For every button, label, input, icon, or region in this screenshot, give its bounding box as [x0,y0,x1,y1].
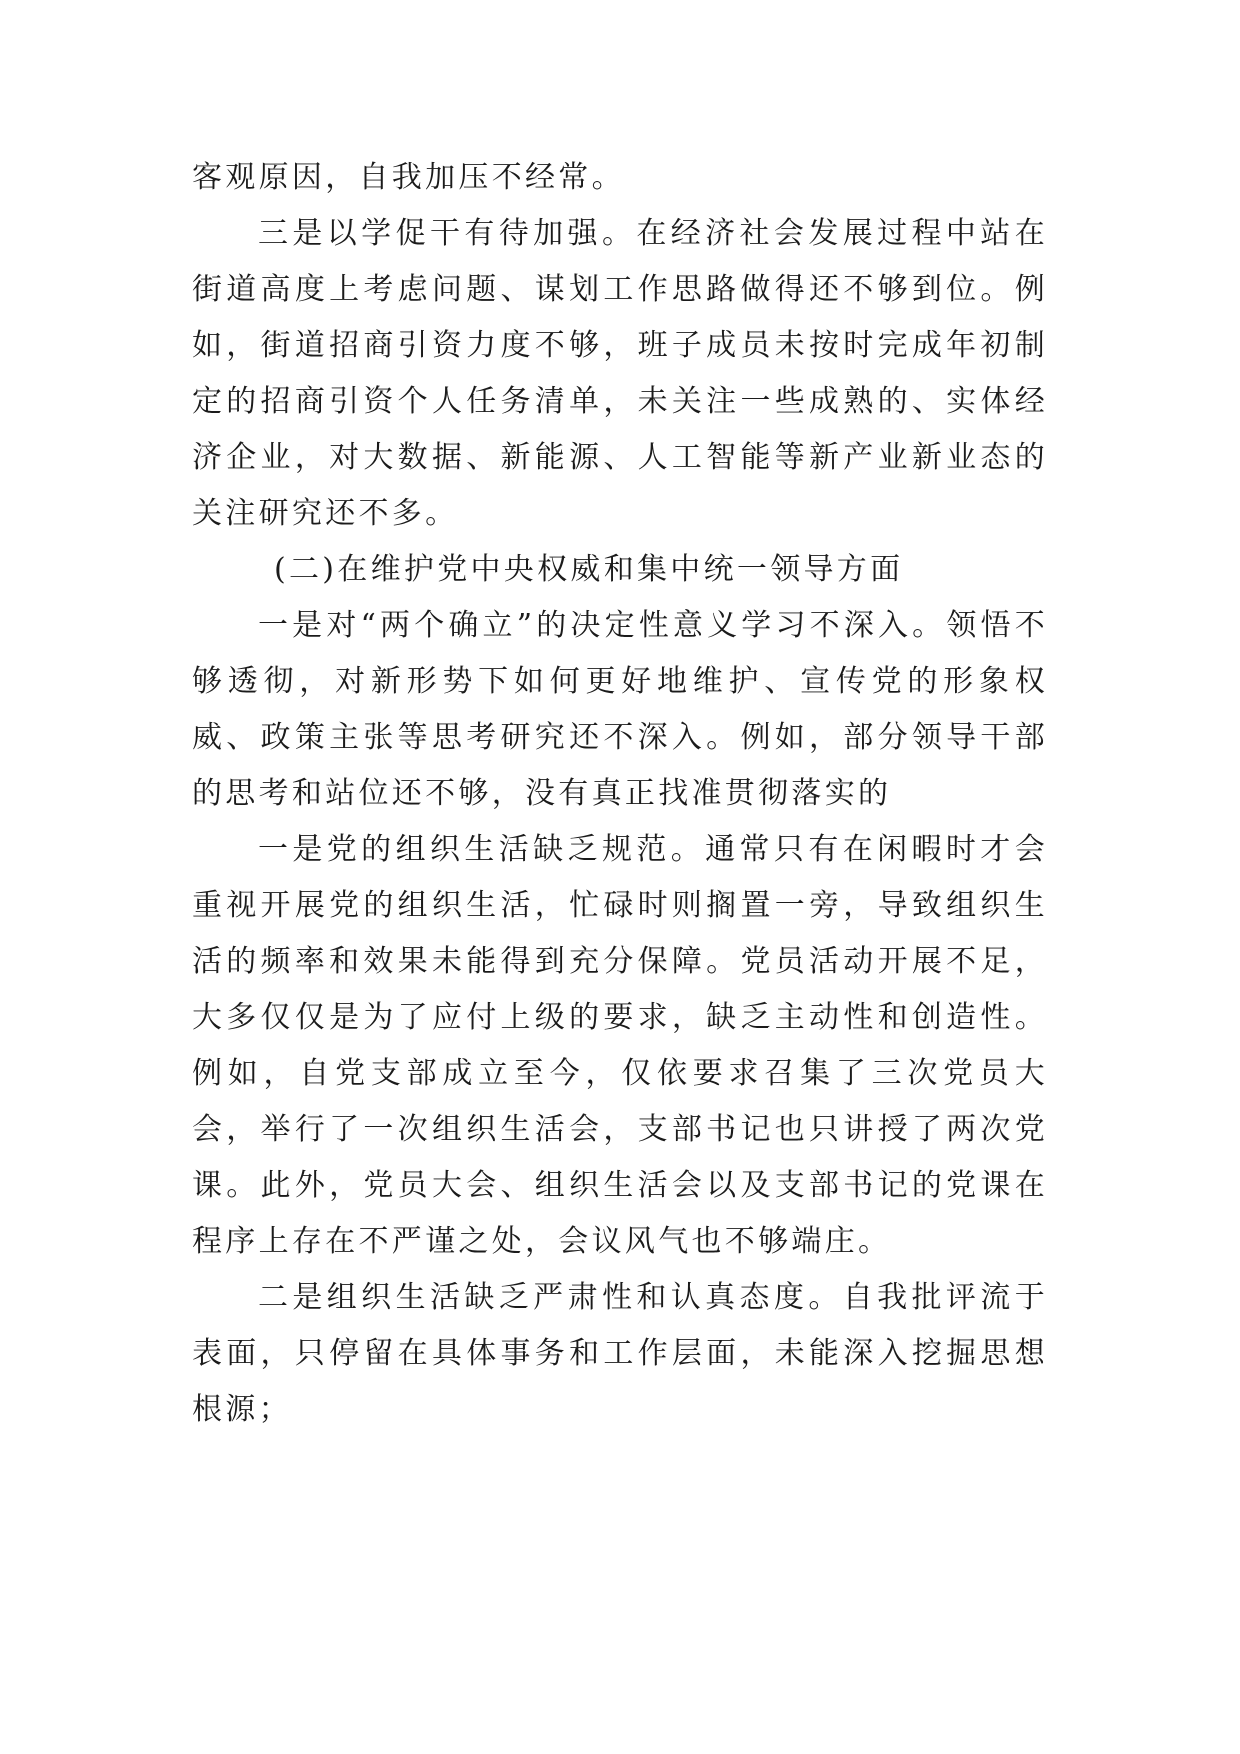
paragraph-seriousness: 二是组织生活缺乏严肃性和认真态度。自我批评流于表面，只停留在具体事务和工作层面，未能深入挖掘思想根源； [192,1280,1048,1427]
paragraph-continuation: 客观原因，自我加压不经常。 [192,160,625,195]
paragraph-study-promote-work: 三是以学促干有待加强。在经济社会发展过程中站在街道高度上考虑问题、谋划工作思路做得还不够到位。例如，街道招商引资力度不够，班子成员未按时完成年初制定的招商引资个人任务清单，未关注一些成熟的、实体经济企业，对大数据、新能源、人工智能等新产业新业态的关注研究还不多。 [192,216,1048,531]
paragraph-organizational-life: 一是党的组织生活缺乏规范。通常只有在闲暇时才会重视开展党的组织生活，忙碌时则搁置一旁，导致组织生活的频率和效果未能得到充分保障。党员活动开展不足，大多仅仅是为了应付上级的要求，缺乏主动性和创造性。例如，自党支部成立至今，仅依要求召集了三次党员大会，举行了一次组织生活会，支部书记也只讲授了两次党课。此外，党员大会、组织生活会以及支部书记的党课在程序上存在不严谨之处，会议风气也不够端庄。 [192,832,1048,1259]
document-body [192,150,1048,1438]
paragraph-two-establishments: 一是对“两个确立”的决定性意义学习不深入。领悟不够透彻，对新形势下如何更好地维护、宣传党的形象权威、政策主张等思考研究还不深入。例如，部分领导干部的思考和站位还不够，没有真正找准贯彻落实的 [192,608,1048,811]
section-heading: (二)在维护党中央权威和集中统一领导方面 [274,552,904,587]
